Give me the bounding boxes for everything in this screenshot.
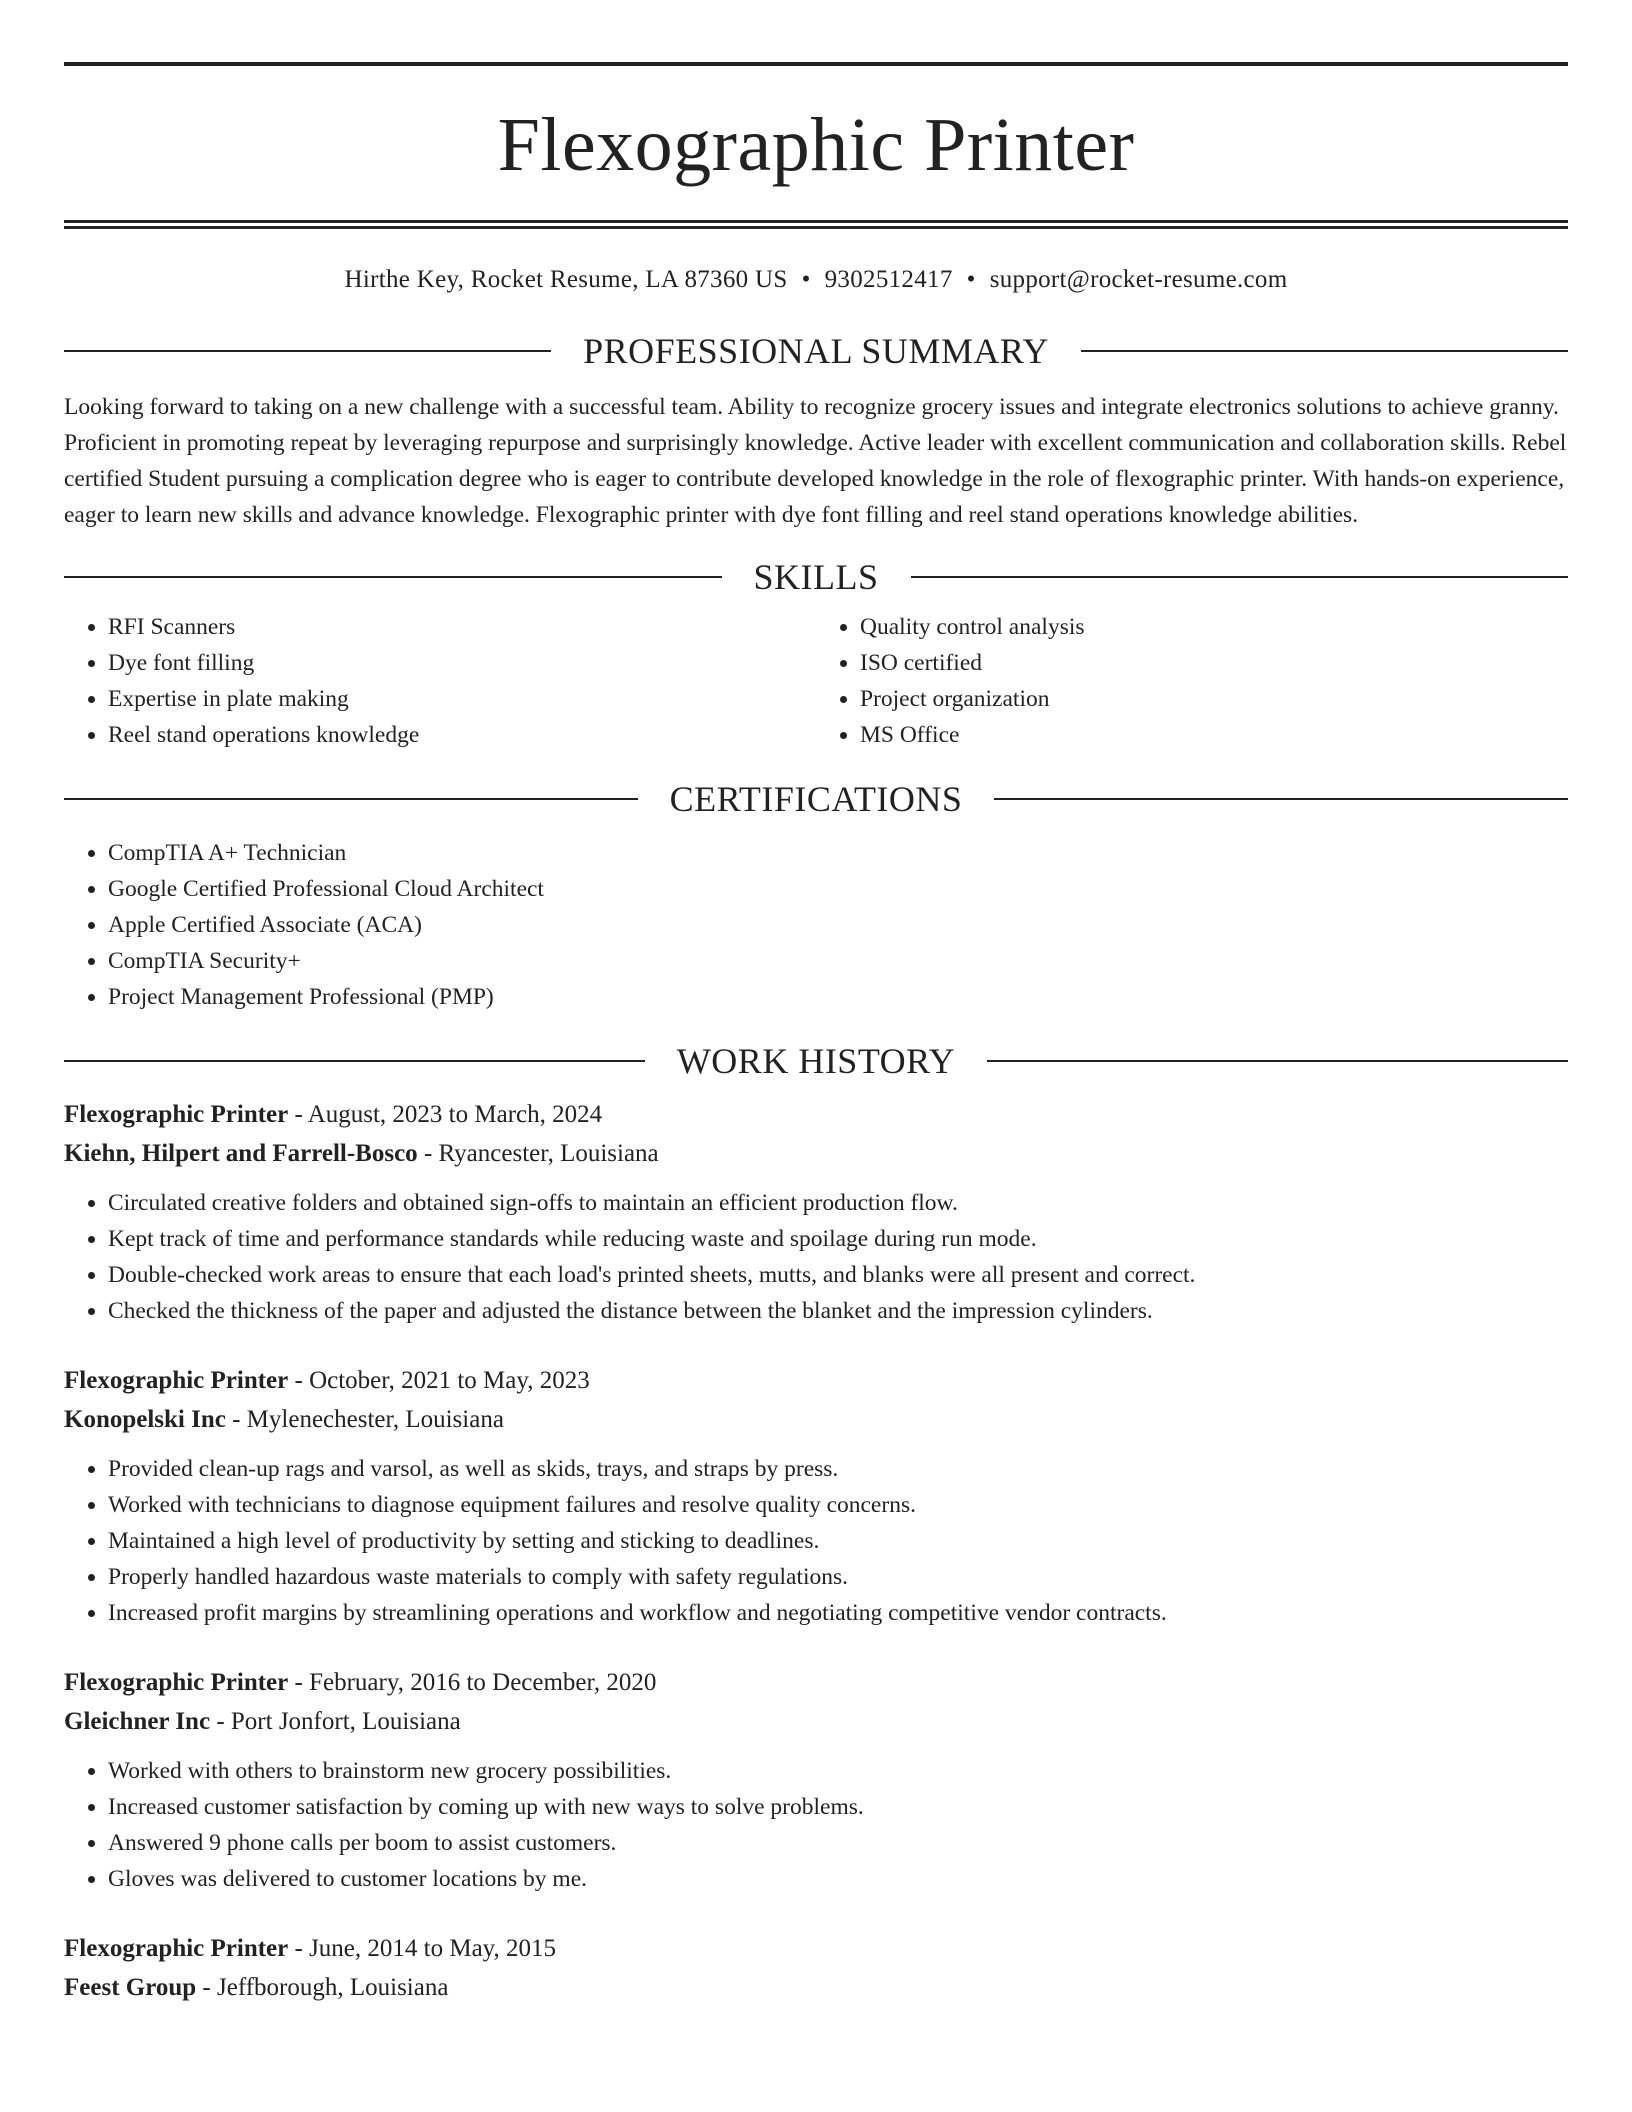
- section-title: SKILLS: [753, 557, 879, 597]
- resume-title: Flexographic Printer: [497, 103, 1135, 187]
- job-bullet: • Kept track of time and performance standards while reducing waste and spoilage during run mode.: [108, 1221, 1568, 1257]
- job-company-line: [64, 1968, 1568, 2007]
- job-dates: - August, 2023 to March, 2024: [288, 1101, 603, 1128]
- double-rule: [64, 220, 1568, 229]
- job-title-line: [64, 1095, 1568, 1134]
- job-location: - Mylenechester, Louisiana: [225, 1406, 504, 1433]
- section-header-work-history: [64, 1039, 1568, 1083]
- section-rule: [911, 576, 1569, 578]
- contact-email[interactable]: support@rocket-resume.com: [989, 266, 1288, 293]
- certification-item: • Project Management Professional (PMP): [108, 979, 1568, 1015]
- section-header-certifications: [64, 777, 1568, 821]
- job-title-line: [64, 1929, 1568, 1968]
- top-rule: [64, 62, 1568, 66]
- section-rule: [64, 1060, 645, 1062]
- section-header-skills: [64, 555, 1568, 599]
- contact-phone[interactable]: 9302512417: [824, 266, 953, 293]
- skills-column-left: [64, 599, 816, 753]
- job-bullet: • Worked with technicians to diagnose equipment failures and resolve quality concerns.: [108, 1487, 1568, 1523]
- job-title: Flexographic Printer: [64, 1935, 289, 1962]
- skill-item: • Reel stand operations knowledge: [108, 717, 816, 753]
- skill-item: • Quality control analysis: [860, 609, 1568, 645]
- skill-item: • Project organization: [860, 681, 1568, 717]
- job-company-line: [64, 1134, 1568, 1173]
- skill-item: • Dye font filling: [108, 645, 816, 681]
- summary-text: Looking forward to taking on a new challenge with a successful team. Ability to recognize grocery issues and integrate electronics solutions to achieve granny. Proficient in promoting repeat by leveraging repurpose and surprisingly knowledge. Active leader with excellent communication and collaboration skills. Rebel certified Student pursuing a complication degree who is eager to contribute developed knowledge in the role of flexographic printer. With hands-on experience, eager to learn new skills and advance knowledge. Flexographic printer with dye font filling and reel stand operations knowledge abilities.: [64, 394, 1567, 528]
- job-entry: [64, 1663, 1568, 1897]
- certification-item: • Google Certified Professional Cloud Architect: [108, 871, 1568, 907]
- job-bullet: • Increased customer satisfaction by coming up with new ways to solve problems.: [108, 1789, 1568, 1825]
- certification-item: • CompTIA Security+: [108, 943, 1568, 979]
- section-header-summary: [64, 329, 1568, 373]
- contact-separator: •: [801, 266, 811, 293]
- job-company: Kiehn, Hilpert and Farrell-Bosco: [64, 1140, 418, 1167]
- job-title-line: [64, 1663, 1568, 1702]
- section-title: PROFESSIONAL SUMMARY: [583, 331, 1049, 371]
- job-bullet: • Circulated creative folders and obtained sign-offs to maintain an efficient production flow.: [108, 1185, 1568, 1221]
- job-title-line: [64, 1361, 1568, 1400]
- job-company-line: [64, 1400, 1568, 1439]
- job-title: Flexographic Printer: [64, 1669, 289, 1696]
- job-bullet: • Checked the thickness of the paper and adjusted the distance between the blanket and the impression cylinders.: [108, 1293, 1568, 1329]
- section-rule: [64, 350, 551, 352]
- job-bullet: • Gloves was delivered to customer locations by me.: [108, 1861, 1568, 1897]
- job-entry: [64, 1095, 1568, 1329]
- job-company: Gleichner Inc: [64, 1708, 211, 1735]
- job-title: Flexographic Printer: [64, 1367, 289, 1394]
- skill-item: • MS Office: [860, 717, 1568, 753]
- job-bullet: • Increased profit margins by streamlining operations and workflow and negotiating competitive vendor contracts.: [108, 1595, 1568, 1631]
- section-title: CERTIFICATIONS: [669, 779, 963, 819]
- job-location: - Ryancester, Louisiana: [417, 1140, 659, 1167]
- section-title: WORK HISTORY: [676, 1041, 956, 1081]
- section-rule: [1081, 350, 1568, 352]
- job-bullet: • Answered 9 phone calls per boom to assist customers.: [108, 1825, 1568, 1861]
- job-company: Konopelski Inc: [64, 1406, 226, 1433]
- certification-list: [64, 835, 1568, 1015]
- job-entry: [64, 1929, 1568, 2007]
- job-entry: [64, 1361, 1568, 1631]
- job-dates: - October, 2021 to May, 2023: [288, 1367, 590, 1394]
- job-bullet: • Maintained a high level of productivity by setting and sticking to deadlines.: [108, 1523, 1568, 1559]
- skills-grid: [64, 599, 1568, 753]
- job-bullet: • Properly handled hazardous waste materials to comply with safety regulations.: [108, 1559, 1568, 1595]
- section-rule: [64, 798, 638, 800]
- job-bullet: • Worked with others to brainstorm new grocery possibilities.: [108, 1753, 1568, 1789]
- certification-item: • Apple Certified Associate (ACA): [108, 907, 1568, 943]
- job-bullet: • Provided clean-up rags and varsol, as well as skids, trays, and straps by press.: [108, 1451, 1568, 1487]
- skill-item: • ISO certified: [860, 645, 1568, 681]
- section-rule: [994, 798, 1568, 800]
- work-history-list: [64, 1095, 1568, 2007]
- contact-line: [64, 265, 1568, 295]
- job-company: Feest Group: [64, 1974, 197, 2001]
- certification-item: • CompTIA A+ Technician: [108, 835, 1568, 871]
- skills-column-right: [816, 599, 1568, 753]
- contact-address: Hirthe Key, Rocket Resume, LA 87360 US: [344, 266, 788, 293]
- section-rule: [987, 1060, 1568, 1062]
- job-company-line: [64, 1702, 1568, 1741]
- job-bullet: • Double-checked work areas to ensure that each load's printed sheets, mutts, and blanks were all present and correct.: [108, 1257, 1568, 1293]
- job-title: Flexographic Printer: [64, 1101, 289, 1128]
- section-rule: [64, 576, 722, 578]
- job-dates: - February, 2016 to December, 2020: [288, 1669, 657, 1696]
- skill-item: • Expertise in plate making: [108, 681, 816, 717]
- contact-separator: •: [966, 266, 976, 293]
- job-location: - Port Jonfort, Louisiana: [210, 1708, 461, 1735]
- job-dates: - June, 2014 to May, 2015: [288, 1935, 557, 1962]
- skill-item: • RFI Scanners: [108, 609, 816, 645]
- job-location: - Jeffborough, Louisiana: [196, 1974, 449, 2001]
